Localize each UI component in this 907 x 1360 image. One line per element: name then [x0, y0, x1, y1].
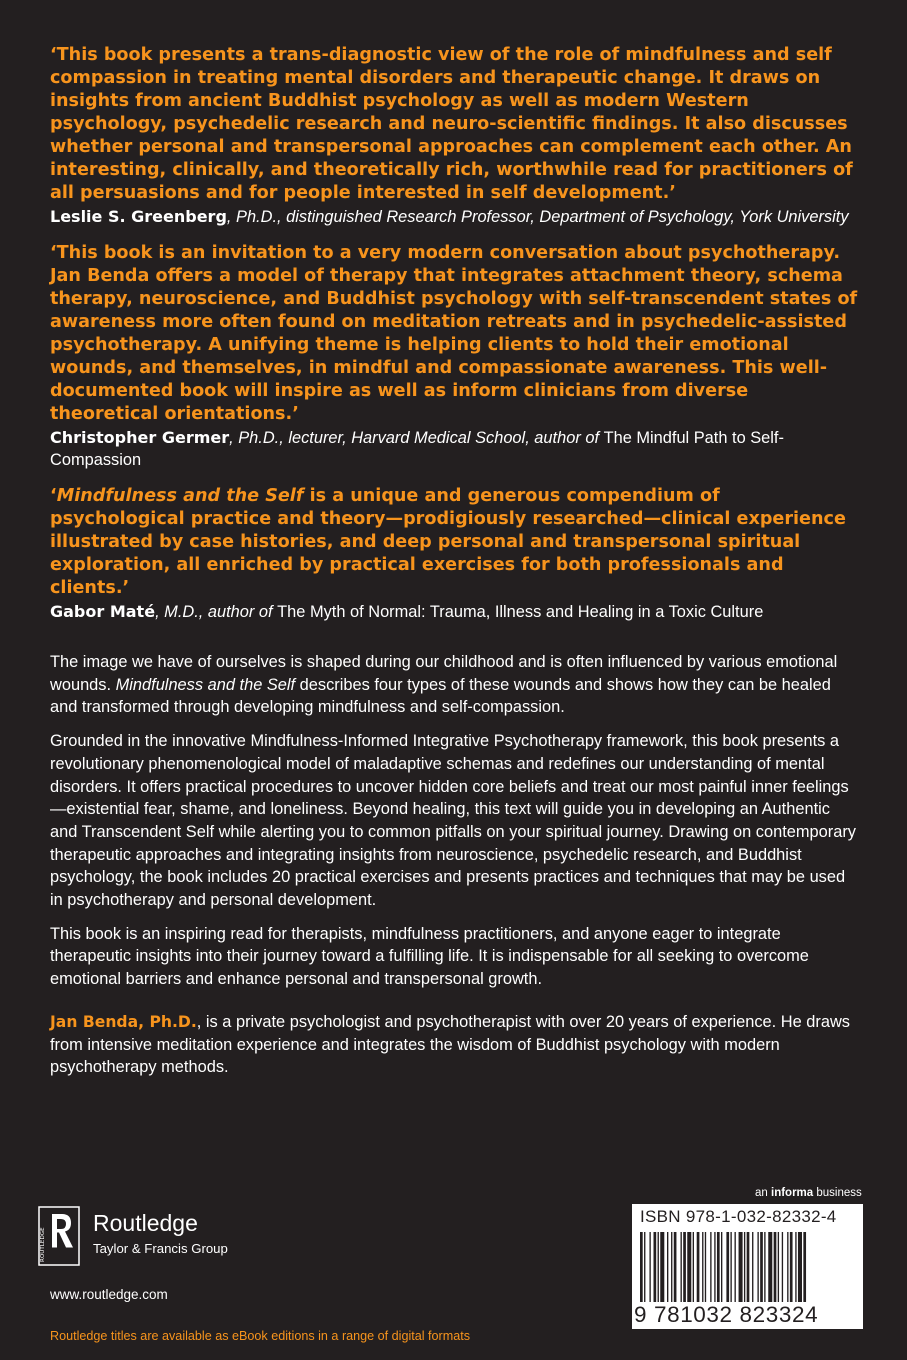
publisher-logo	[38, 1204, 338, 1274]
endorser-name: Leslie S. Greenberg	[50, 207, 227, 226]
author-bio: Jan Benda, Ph.D., is a private psychologist and psychotherapist with over 20 years of experience. He draws from intensive meditation experience and integrates the wisdom of Buddhist psychology with modern psychotherapy methods.	[50, 1012, 851, 1077]
endorser-credential: , Ph.D., distinguished Research Professor, Department of Psychology, York University	[226, 208, 849, 226]
barcode-bars-icon	[640, 1232, 855, 1302]
endorser-name: Gabor Maté	[50, 602, 156, 621]
description-paragraph: The image we have of ourselves is shaped during our childhood and is often influenced by various emotional wounds. Mindfulness and the Self describes four types of these wounds and shows how they can be healed and transformed through developing mindfulness and self-compassion.	[50, 653, 838, 717]
isbn-barcode	[632, 1204, 863, 1329]
endorsement-germer	[50, 242, 860, 471]
publisher-name: Routledge	[93, 1210, 198, 1236]
endorser-name: Christopher Germer	[50, 428, 230, 447]
endorser-work: The Myth of Normal: Trauma, Illness and Healing in a Toxic Culture	[277, 603, 764, 621]
endorser-credential: , Ph.D., lecturer, Harvard Medical School, author of	[229, 429, 604, 447]
back-cover-text	[50, 44, 860, 1090]
endorsement-attribution	[50, 206, 860, 228]
book-title: Mindfulness and the Self	[56, 486, 304, 506]
author-name: Jan Benda, Ph.D.	[50, 1012, 197, 1031]
barcode-digits: 9 781032 823324	[634, 1302, 819, 1327]
description-paragraph: This book is an inspiring read for therapists, mindfulness practitioners, and anyone eager to integrate therapeutic insights into their journey toward a fulfilling life. It is indispensable for all seeking to overcome emotional barriers and enhance personal and transpersonal growth.	[50, 924, 809, 989]
endorsement-quote: ‘This book presents a trans-diagnostic view of the role of mindfulness and self compassion in treating mental disorders and therapeutic change. It draws on insights from ancient Buddhist psychology as well as modern Western psychology, psychedelic research and neuro-scientific findings. It also discusses whether personal and transpersonal approaches can complement each other. An interesting, clinically, and theoretically rich, worthwhile read for practitioners of all persuasions and for people interested in self development.’	[50, 45, 853, 203]
routledge-logo-icon	[38, 1206, 80, 1266]
informa-tagline: an informa business	[755, 1187, 862, 1199]
book-title: Mindfulness and the Self	[115, 675, 296, 694]
publisher-group: Taylor & Francis Group	[93, 1241, 228, 1256]
book-description	[50, 651, 860, 1079]
description-paragraph: Grounded in the innovative Mindfulness-Informed Integrative Psychotherapy framework, this book presents a revolutionary phenomenological model of maladaptive schemas and redefines our understanding of mental disorders. It offers practical procedures to uncover hidden core beliefs and treat our most painful inner feelings—existential fear, shame, and loneliness. Beyond healing, this text will guide you in developing an Authentic and Transcendent Self while alerting you to common pitfalls on your spiritual journey. Drawing on contemporary therapeutic approaches and integrating insights from neuroscience, psychedelic research, and Buddhist psychology, the book includes 20 practical exercises and presents practices and techniques that may be used in psychotherapy and personal development.	[50, 732, 856, 910]
publisher-website: www.routledge.com	[50, 1287, 168, 1302]
endorsement-quote: ‘This book is an invitation to a very modern conversation about psychotherapy. Jan Benda offers a model of therapy that integrates attachment theory, schema therapy, neuroscience, and Buddhist psychology with self-transcendent states of awareness more often found on meditation retreats and in psychedelic-assisted psychotherapy. A unifying theme is helping clients to hold their emotional wounds, and themselves, in mindful and compassionate awareness. This well-documented book will inspire as well as inform clinicians from diverse theoretical orientations.’	[50, 243, 858, 424]
endorsement-quote: ‘Mindfulness and the Self is a unique and generous compendium of psychological practice and theory—prodigiously researched—clinical experience illustrated by case histories, and deep personal and transpersonal spiritual exploration, all enriched by practical exercises for both professionals and clients.’	[50, 486, 846, 598]
informa-brand: informa	[771, 1187, 814, 1199]
endorser-credential: , M.D., author of	[155, 603, 278, 621]
ebook-note: Routledge titles are available as eBook editions in a range of digital formats	[50, 1329, 471, 1343]
endorsement-mate	[50, 485, 860, 623]
endorser-work: The Mindful Path to Self-Compassion	[50, 429, 784, 469]
endorsement-attribution	[50, 427, 860, 471]
endorsement-attribution	[50, 601, 860, 623]
svg-text:ROUTLEDGE: ROUTLEDGE	[40, 1227, 46, 1262]
isbn-label: ISBN 978-1-032-82332-4	[640, 1207, 837, 1226]
endorsement-greenberg	[50, 44, 860, 228]
